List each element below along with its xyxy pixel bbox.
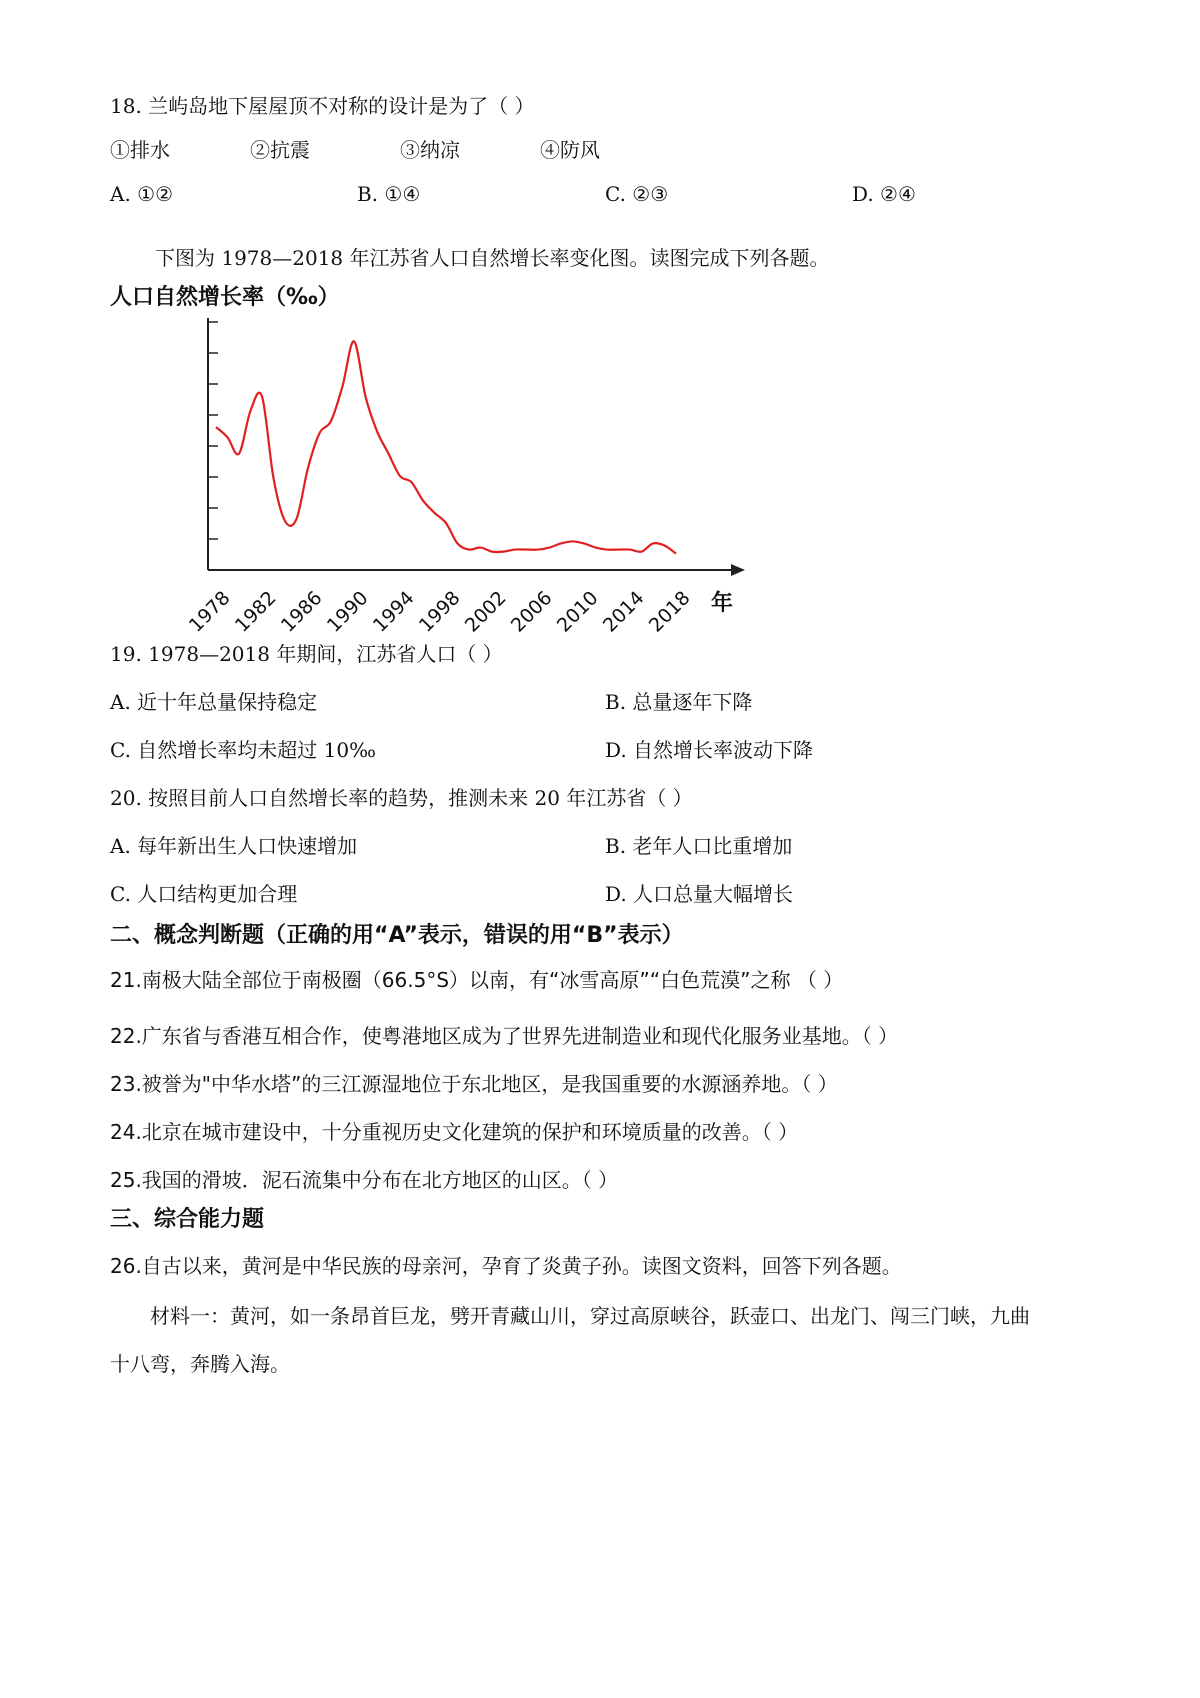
judgement-item-23: 23.被誉为"中华水塔”的三江源湿地位于东北地区，是我国重要的水源涵养地。（ ） [110,1072,838,1096]
x-tick-label-2014: 2014 [598,586,649,637]
x-tick-label-1998: 1998 [414,586,465,637]
material1-line2: 十八弯，奔腾入海。 [110,1352,290,1376]
x-axis-arrow [731,564,745,576]
q18-item-2: ②抗震 [250,138,310,162]
q20-option-c: C. 人口结构更加合理 [110,882,298,906]
q19-option-c: C. 自然增长率均未超过 10‰ [110,738,376,762]
q19-option-b: B. 总量逐年下降 [605,690,753,714]
x-tick-label-2002: 2002 [460,586,511,637]
x-tick-label-1978: 1978 [184,586,235,637]
x-tick-label-2018: 2018 [644,586,695,637]
q18-option-b: B. ①④ [357,182,421,206]
q26-stem: 26.自古以来，黄河是中华民族的母亲河，孕育了炎黄子孙。读图文资料，回答下列各题。 [110,1254,902,1278]
x-tick-label-1986: 1986 [276,586,327,637]
x-tick-label-2006: 2006 [506,586,557,637]
judgement-item-22: 22.广东省与香港互相合作，使粤港地区成为了世界先进制造业和现代化服务业基地。（ ） [110,1024,899,1048]
q19-option-a: A. 近十年总量保持稳定 [110,690,318,714]
x-tick-label-2010: 2010 [552,586,603,637]
q18-item-3: ③纳凉 [400,138,460,162]
q19-stem: 19. 1978—2018 年期间，江苏省人口（ ） [110,642,503,666]
judgement-item-21: 21.南极大陆全部位于南极圈（66.5°S）以南，有“冰雪高原”“白色荒漠”之称 （ ） [110,968,844,992]
q18-option-a: A. ①② [110,182,174,206]
q18-item-4: ④防风 [540,138,600,162]
chart-intro: 下图为 1978—2018 年江苏省人口自然增长率变化图。读图完成下列各题。 [155,246,830,270]
growth-rate-line [216,341,676,553]
q18-option-d: D. ②④ [852,182,916,206]
q19-option-d: D. 自然增长率波动下降 [605,738,814,762]
section3-heading: 三、综合能力题 [110,1207,265,1232]
q20-stem: 20. 按照目前人口自然增长率的趋势，推测未来 20 年江苏省（ ） [110,786,693,810]
x-tick-label-1982: 1982 [230,586,281,637]
x-tick-label-1994: 1994 [368,586,419,637]
population-growth-chart [0,300,800,640]
q20-option-b: B. 老年人口比重增加 [605,834,793,858]
q18-option-c: C. ②③ [605,182,669,206]
section2-heading: 二、概念判断题（正确的用“A”表示，错误的用“B”表示） [110,923,684,948]
chart-y-label: 人口自然增长率（‰） [110,285,340,310]
x-tick-label-1990: 1990 [322,586,373,637]
q20-option-d: D. 人口总量大幅增长 [605,882,794,906]
judgement-item-25: 25.我国的滑坡．泥石流集中分布在北方地区的山区。（ ） [110,1168,619,1192]
q20-option-a: A. 每年新出生人口快速增加 [110,834,358,858]
x-axis-label: 年 [711,591,734,616]
judgement-item-24: 24.北京在城市建设中，十分重视历史文化建筑的保护和环境质量的改善。（ ） [110,1120,799,1144]
material1-line1: 材料一：黄河，如一条昂首巨龙，劈开青藏山川，穿过高原峡谷，跃壶口、出龙门、闯三门峡，九曲 [150,1304,1030,1328]
q18-stem: 18. 兰屿岛地下屋屋顶不对称的设计是为了（ ） [110,94,535,118]
q18-item-1: ①排水 [110,138,170,162]
